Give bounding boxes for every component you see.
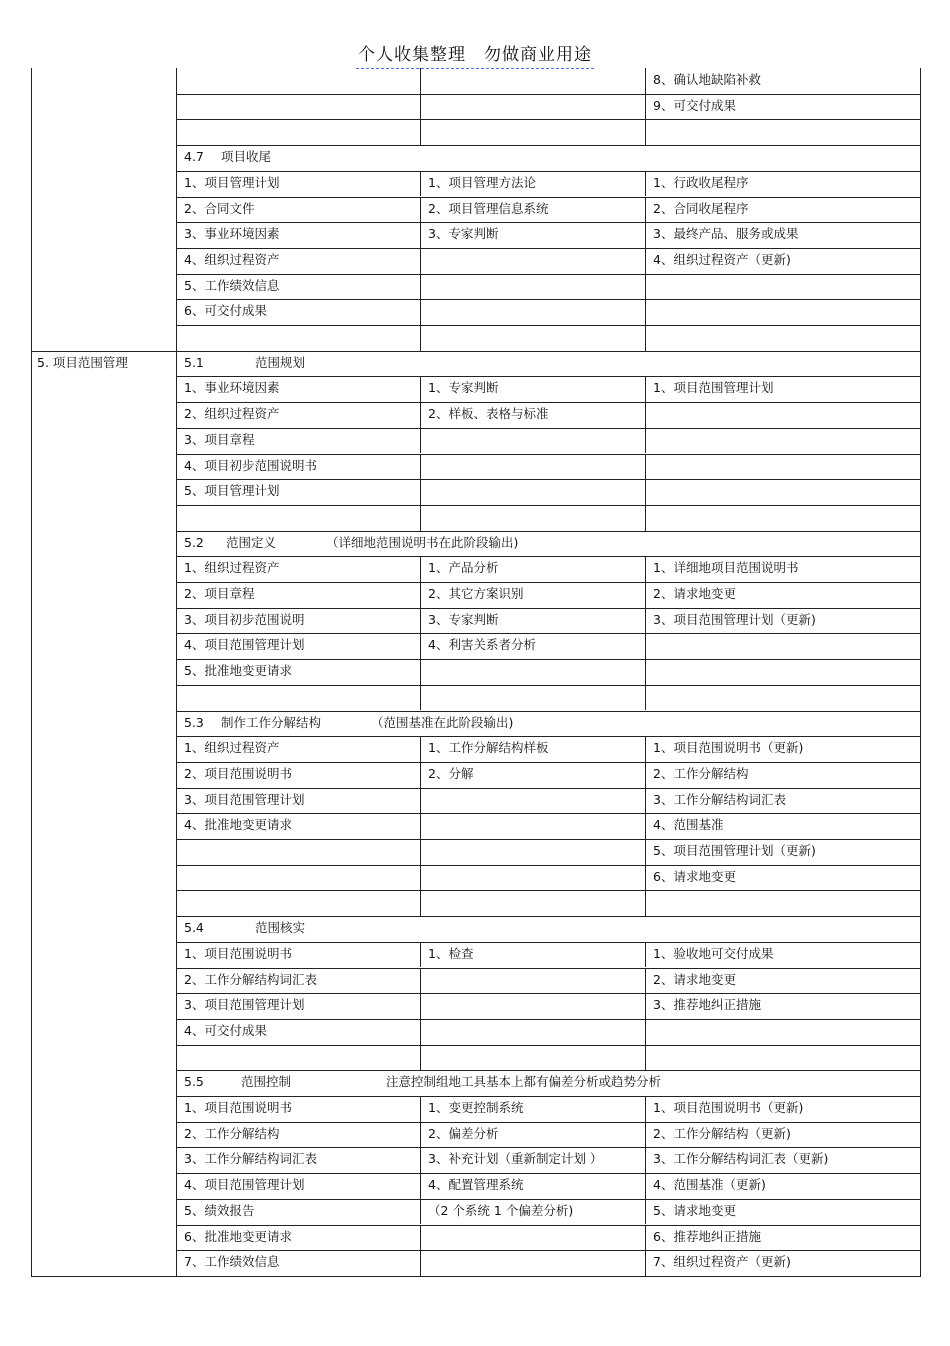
header-title: 个人收集整理 勿做商业用途 bbox=[356, 45, 594, 69]
col-separator bbox=[645, 222, 646, 248]
col-separator bbox=[420, 942, 421, 968]
process-table bbox=[31, 68, 921, 1274]
tool-cell: 1、产品分析 bbox=[428, 560, 499, 576]
col-separator bbox=[420, 94, 421, 120]
output-cell: 3、工作分解结构词汇表（更新) bbox=[653, 1151, 829, 1167]
output-cell: 5、项目范围管理计划（更新) bbox=[653, 843, 816, 858]
row-separator bbox=[176, 505, 921, 506]
section-number: 5.2 bbox=[184, 534, 204, 550]
col-separator bbox=[420, 505, 421, 531]
col-separator bbox=[645, 582, 646, 608]
col-separator bbox=[645, 839, 646, 865]
page-header bbox=[0, 40, 950, 65]
input-cell: 1、组织过程资产 bbox=[184, 560, 280, 576]
row-separator bbox=[176, 788, 921, 789]
section-note: 注意控制组地工具基本上都有偏差分析或趋势分析 bbox=[386, 1074, 662, 1090]
col-separator bbox=[420, 197, 421, 223]
input-cell: 4、组织过程资产 bbox=[184, 251, 280, 267]
col-separator bbox=[420, 325, 421, 351]
input-cell: 3、项目初步范围说明 bbox=[184, 611, 305, 627]
input-cell: 3、事业环境因素 bbox=[184, 226, 280, 242]
row-separator bbox=[176, 839, 921, 840]
input-cell: 2、合同文件 bbox=[184, 200, 255, 216]
knowledge-area-label: 5. 项目范围管理 bbox=[37, 354, 128, 370]
col-separator bbox=[420, 968, 421, 994]
col-separator bbox=[645, 1250, 646, 1276]
row-separator bbox=[176, 145, 921, 146]
tool-cell: 2、项目管理信息系统 bbox=[428, 200, 549, 216]
col-separator bbox=[645, 274, 646, 300]
section-number: 5.5 bbox=[184, 1074, 204, 1090]
output-cell: 2、请求地变更 bbox=[653, 586, 736, 601]
col-separator bbox=[420, 402, 421, 428]
output-cell: 3、推荐地纠正措施 bbox=[653, 997, 761, 1013]
col-separator bbox=[645, 813, 646, 839]
col-separator bbox=[420, 659, 421, 685]
row-separator bbox=[176, 968, 921, 969]
col-separator bbox=[420, 736, 421, 762]
row-separator bbox=[176, 685, 921, 686]
input-cell: 1、项目管理计划 bbox=[184, 174, 280, 190]
col-separator bbox=[645, 376, 646, 402]
row-separator bbox=[176, 916, 921, 917]
col-separator bbox=[645, 1225, 646, 1251]
col-separator bbox=[645, 171, 646, 197]
tool-cell: 4、利害关系者分析 bbox=[428, 637, 536, 653]
row-separator bbox=[176, 325, 921, 326]
col-separator bbox=[645, 608, 646, 634]
row-separator bbox=[176, 1199, 921, 1200]
col-separator bbox=[645, 454, 646, 480]
section-title: 范围规划 bbox=[255, 354, 306, 370]
col-separator bbox=[420, 1122, 421, 1148]
row-separator bbox=[176, 1045, 921, 1046]
row-separator bbox=[176, 1173, 921, 1174]
input-cell: 1、组织过程资产 bbox=[184, 740, 280, 756]
output-cell: 2、合同收尾程序 bbox=[653, 200, 749, 216]
tool-cell: 2、其它方案识别 bbox=[428, 586, 524, 601]
input-cell: 5、批准地变更请求 bbox=[184, 663, 292, 679]
col-separator bbox=[420, 376, 421, 402]
row-separator bbox=[31, 351, 921, 352]
output-cell: 3、工作分解结构词汇表 bbox=[653, 791, 786, 807]
input-cell: 2、工作分解结构词汇表 bbox=[184, 971, 317, 987]
col-separator bbox=[420, 839, 421, 865]
bottom-border bbox=[31, 1276, 921, 1277]
output-cell: 5、请求地变更 bbox=[653, 1202, 736, 1218]
input-cell: 4、项目范围管理计划 bbox=[184, 1177, 305, 1193]
input-cell: 5、工作绩效信息 bbox=[184, 277, 280, 293]
row-separator bbox=[176, 531, 921, 532]
col-separator bbox=[420, 1147, 421, 1173]
output-cell: 1、详细地项目范围说明书 bbox=[653, 560, 799, 576]
col-separator bbox=[420, 479, 421, 505]
col-separator bbox=[645, 1019, 646, 1045]
output-cell: 6、推荐地纠正措施 bbox=[653, 1228, 761, 1244]
tool-cell: 1、检查 bbox=[428, 945, 474, 961]
input-cell: 3、项目范围管理计划 bbox=[184, 997, 305, 1013]
col-separator bbox=[420, 171, 421, 197]
output-cell: 1、行政收尾程序 bbox=[653, 174, 749, 190]
row-separator bbox=[176, 428, 921, 429]
col-separator bbox=[645, 993, 646, 1019]
input-cell: 4、可交付成果 bbox=[184, 1022, 267, 1038]
col-separator bbox=[645, 788, 646, 814]
output-cell: 4、范围基准 bbox=[653, 817, 724, 833]
col-separator bbox=[420, 119, 421, 145]
output-cell: 7、组织过程资产（更新) bbox=[653, 1254, 791, 1270]
tool-cell: 1、工作分解结构样板 bbox=[428, 740, 549, 756]
input-cell: 5、绩效报告 bbox=[184, 1202, 255, 1218]
col-separator bbox=[645, 325, 646, 351]
col-separator bbox=[420, 248, 421, 274]
col-separator bbox=[420, 556, 421, 582]
output-cell: 2、工作分解结构 bbox=[653, 765, 749, 781]
col-separator bbox=[645, 479, 646, 505]
tool-cell: 1、专家判断 bbox=[428, 380, 499, 396]
col-separator bbox=[420, 1199, 421, 1225]
col-separator bbox=[420, 274, 421, 300]
row-separator bbox=[176, 1250, 921, 1251]
row-separator bbox=[176, 993, 921, 994]
col-separator bbox=[645, 633, 646, 659]
input-cell: 2、项目章程 bbox=[184, 586, 255, 601]
row-separator bbox=[176, 402, 921, 403]
row-separator bbox=[176, 197, 921, 198]
col-separator bbox=[420, 222, 421, 248]
col-separator bbox=[420, 993, 421, 1019]
output-cell: 1、验收地可交付成果 bbox=[653, 945, 774, 961]
col-separator bbox=[420, 1250, 421, 1276]
tool-cell: 3、专家判断 bbox=[428, 226, 499, 242]
section-title: 范围定义 bbox=[226, 534, 277, 550]
output-cell: 1、项目范围管理计划 bbox=[653, 380, 774, 396]
right-border bbox=[920, 68, 921, 1276]
row-separator bbox=[176, 171, 921, 172]
input-cell: 7、工作绩效信息 bbox=[184, 1254, 280, 1270]
row-separator bbox=[176, 454, 921, 455]
tool-cell: 2、偏差分析 bbox=[428, 1125, 499, 1141]
col-separator bbox=[645, 505, 646, 531]
row-separator bbox=[176, 711, 921, 712]
row-separator bbox=[176, 222, 921, 223]
row-separator bbox=[176, 608, 921, 609]
input-cell: 4、项目范围管理计划 bbox=[184, 637, 305, 653]
col-separator bbox=[420, 1173, 421, 1199]
input-cell: 6、批准地变更请求 bbox=[184, 1228, 292, 1244]
section-note: （范围基准在此阶段输出) bbox=[371, 714, 514, 730]
col-separator bbox=[645, 1122, 646, 1148]
section-title: 范围核实 bbox=[255, 920, 306, 936]
col-separator bbox=[645, 1173, 646, 1199]
row-separator bbox=[176, 376, 921, 377]
output-cell: 1、项目范围说明书（更新) bbox=[653, 1100, 804, 1115]
output-cell: 9、可交付成果 bbox=[653, 97, 736, 113]
section-number: 5.4 bbox=[184, 920, 204, 936]
col-separator bbox=[420, 1225, 421, 1251]
row-separator bbox=[176, 94, 921, 95]
input-cell: 3、项目章程 bbox=[184, 431, 255, 447]
col-separator bbox=[420, 454, 421, 480]
col-separator bbox=[420, 299, 421, 325]
label-column-border bbox=[176, 68, 177, 1276]
col-separator bbox=[645, 1147, 646, 1173]
row-separator bbox=[176, 865, 921, 866]
col-separator bbox=[645, 1096, 646, 1122]
section-note: （详细地范围说明书在此阶段输出) bbox=[326, 534, 519, 550]
col-separator bbox=[645, 1045, 646, 1071]
col-separator bbox=[645, 685, 646, 711]
col-separator bbox=[420, 1019, 421, 1045]
col-separator bbox=[420, 608, 421, 634]
output-cell: 4、范围基准（更新) bbox=[653, 1177, 766, 1193]
row-separator bbox=[176, 1096, 921, 1097]
col-separator bbox=[420, 68, 421, 94]
row-separator bbox=[176, 556, 921, 557]
left-border bbox=[31, 68, 32, 1276]
col-separator bbox=[420, 865, 421, 891]
col-separator bbox=[645, 942, 646, 968]
input-cell: 2、组织过程资产 bbox=[184, 406, 280, 422]
row-separator bbox=[176, 633, 921, 634]
col-separator bbox=[645, 762, 646, 788]
col-separator bbox=[420, 633, 421, 659]
input-cell: 3、项目范围管理计划 bbox=[184, 791, 305, 807]
col-separator bbox=[645, 556, 646, 582]
row-separator bbox=[176, 1070, 921, 1071]
row-separator bbox=[176, 119, 921, 120]
row-separator bbox=[176, 274, 921, 275]
section-number: 5.3 bbox=[184, 714, 204, 730]
row-separator bbox=[176, 1225, 921, 1226]
row-separator bbox=[176, 1019, 921, 1020]
input-cell: 4、项目初步范围说明书 bbox=[184, 457, 317, 473]
tool-cell: 3、补充计划（重新制定计划 ） bbox=[428, 1151, 603, 1167]
input-cell: 2、项目范围说明书 bbox=[184, 765, 292, 781]
tool-cell: 2、分解 bbox=[428, 765, 474, 781]
col-separator bbox=[645, 248, 646, 274]
col-separator bbox=[420, 788, 421, 814]
col-separator bbox=[645, 1199, 646, 1225]
col-separator bbox=[420, 685, 421, 711]
col-separator bbox=[420, 582, 421, 608]
row-separator bbox=[176, 890, 921, 891]
tool-cell: 4、配置管理系统 bbox=[428, 1177, 524, 1193]
col-separator bbox=[645, 119, 646, 145]
row-separator bbox=[176, 942, 921, 943]
col-separator bbox=[420, 762, 421, 788]
input-cell: 1、项目范围说明书 bbox=[184, 945, 292, 961]
col-separator bbox=[645, 68, 646, 94]
col-separator bbox=[420, 1045, 421, 1071]
input-cell: 1、事业环境因素 bbox=[184, 380, 280, 396]
input-cell: 6、可交付成果 bbox=[184, 303, 267, 319]
output-cell: 2、请求地变更 bbox=[653, 971, 736, 987]
tool-cell: 3、专家判断 bbox=[428, 611, 499, 627]
input-cell: 2、工作分解结构 bbox=[184, 1125, 280, 1141]
col-separator bbox=[645, 968, 646, 994]
row-separator bbox=[176, 299, 921, 300]
col-separator bbox=[645, 299, 646, 325]
row-separator bbox=[176, 659, 921, 660]
section-title: 制作工作分解结构 bbox=[221, 714, 322, 730]
col-separator bbox=[645, 94, 646, 120]
output-cell: 2、工作分解结构（更新) bbox=[653, 1125, 791, 1141]
col-separator bbox=[645, 659, 646, 685]
col-separator bbox=[645, 197, 646, 223]
output-cell: 3、项目范围管理计划（更新) bbox=[653, 611, 816, 627]
col-separator bbox=[645, 736, 646, 762]
tool-cell: 2、样板、表格与标准 bbox=[428, 406, 549, 422]
input-cell: 5、项目管理计划 bbox=[184, 483, 280, 499]
output-cell: 8、确认地缺陷补救 bbox=[653, 72, 761, 87]
row-separator bbox=[176, 813, 921, 814]
section-number: 5.1 bbox=[184, 354, 204, 370]
col-separator bbox=[645, 402, 646, 428]
row-separator bbox=[176, 1147, 921, 1148]
output-cell: 4、组织过程资产（更新) bbox=[653, 251, 791, 267]
col-separator bbox=[420, 890, 421, 916]
output-cell: 6、请求地变更 bbox=[653, 868, 736, 884]
row-separator bbox=[176, 762, 921, 763]
input-cell: 4、批准地变更请求 bbox=[184, 817, 292, 833]
col-separator bbox=[420, 428, 421, 454]
col-separator bbox=[420, 1096, 421, 1122]
col-separator bbox=[645, 890, 646, 916]
section-title: 范围控制 bbox=[241, 1074, 292, 1090]
output-cell: 3、最终产品、服务或成果 bbox=[653, 226, 799, 242]
section-title: 项目收尾 bbox=[221, 149, 272, 165]
section-number: 4.7 bbox=[184, 149, 204, 165]
input-cell: 3、工作分解结构词汇表 bbox=[184, 1151, 317, 1167]
tool-cell: （2 个系统 1 个偏差分析) bbox=[428, 1202, 574, 1218]
col-separator bbox=[420, 813, 421, 839]
row-separator bbox=[176, 736, 921, 737]
col-separator bbox=[645, 428, 646, 454]
tool-cell: 1、变更控制系统 bbox=[428, 1100, 524, 1115]
output-cell: 1、项目范围说明书（更新) bbox=[653, 740, 804, 756]
row-separator bbox=[176, 248, 921, 249]
row-separator bbox=[176, 582, 921, 583]
col-separator bbox=[645, 865, 646, 891]
tool-cell: 1、项目管理方法论 bbox=[428, 174, 536, 190]
row-separator bbox=[176, 479, 921, 480]
input-cell: 1、项目范围说明书 bbox=[184, 1100, 292, 1115]
row-separator bbox=[176, 1122, 921, 1123]
